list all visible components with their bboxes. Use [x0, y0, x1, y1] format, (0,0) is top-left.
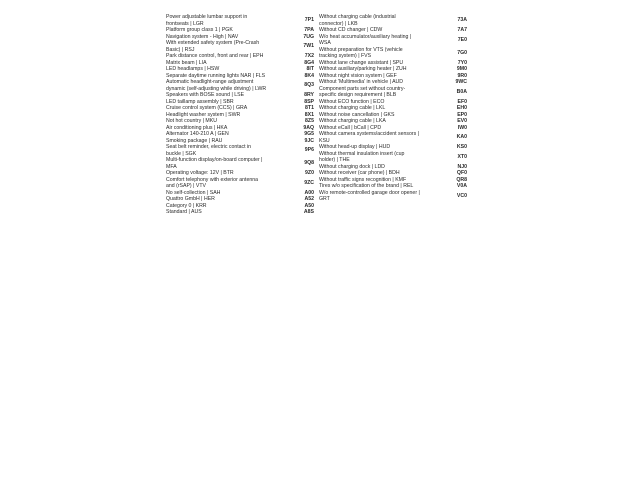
option-description: Component parts set without country- specific design requirement | BLB: [319, 85, 406, 98]
option-code: 9WC: [455, 79, 467, 85]
option-description: Without 'Multimedia' in vehicle | AUD: [319, 79, 404, 85]
option-code: EF0: [457, 98, 467, 105]
option-code: A50: [304, 202, 314, 209]
option-description: Matrix beam | LIA: [166, 59, 207, 66]
option-description: Without receiver (car phone) | BDH: [319, 170, 400, 176]
option-code: 8Q3: [304, 82, 314, 89]
option-code: B0A: [456, 88, 467, 95]
option-description: Without charging cable | LKL: [319, 105, 386, 111]
option-description: Not hot country | MKU: [166, 118, 217, 124]
option-description: Multi-function display/on-board computer | MFA: [166, 157, 263, 170]
option-code: 9M0: [456, 66, 467, 72]
option-code: 9Z0: [305, 170, 314, 176]
option-description: Cruise control system (CCS) | GRA: [166, 105, 248, 111]
option-code: 9JC: [304, 137, 314, 144]
option-code: 7X2: [304, 53, 314, 59]
option-description: Tires w/o specification of the brand | REL: [319, 183, 414, 189]
option-description: Air conditioning plus | HKA: [166, 124, 228, 131]
option-row: [319, 47, 467, 60]
option-row: [166, 144, 314, 157]
option-code: A00: [304, 189, 314, 196]
option-code: EV0: [457, 118, 467, 124]
option-row: [166, 209, 314, 216]
option-code: 8X1: [304, 111, 314, 118]
option-row: [166, 40, 314, 53]
option-description: With extended safety system (Pre-Crash Basic) | RSJ: [166, 40, 260, 53]
option-code: V0A: [456, 183, 467, 189]
option-description: Category 0 | KRR: [166, 202, 207, 209]
option-code: EH0: [456, 105, 467, 111]
option-row: [166, 177, 314, 190]
option-description: Navigation system - High | NAV: [166, 33, 239, 40]
option-code: VC0: [456, 192, 467, 199]
option-code: XT0: [457, 153, 467, 160]
option-description: Without eCall | bCall | CPD: [319, 124, 382, 131]
option-description: Without noise cancellation | GKS: [319, 111, 395, 118]
option-code: 9G5: [304, 131, 314, 137]
option-code: 7A7: [457, 27, 467, 33]
option-description: Seat belt reminder, electric contact in buckle | SGK: [166, 144, 252, 157]
option-code: 8RY: [304, 92, 314, 98]
option-description: Speakers with BOSE sound | LSE: [166, 92, 245, 98]
option-row: [166, 14, 314, 27]
option-description: No self-collection | SAH: [166, 189, 221, 196]
option-description: Automatic headlight-range adjustment dynamic (self-adjusting while driving) | LWR: [166, 79, 267, 92]
option-description: Without camera systems/accident sensors | KSU: [319, 131, 419, 144]
option-code: QR8: [456, 176, 467, 183]
option-code: 9P6: [304, 147, 314, 154]
option-description: Without head-up display | HUD: [319, 144, 391, 150]
option-row: [319, 34, 467, 47]
option-code: EP0: [457, 111, 467, 118]
option-row: [319, 14, 467, 27]
option-description: Headlight washer system | SWR: [166, 111, 241, 118]
option-description: Without lane change assistant | SPU: [319, 59, 404, 66]
option-code: 9AQ: [303, 124, 314, 131]
option-description: Without ECO function | ECO: [319, 98, 385, 105]
option-code: 9ZC: [304, 179, 314, 186]
option-code: 8SP: [304, 98, 314, 105]
option-description: LED taillamp assembly | SBR: [166, 98, 234, 105]
option-row: [319, 151, 467, 164]
option-description: Alternator 140-210 A | GEN: [166, 131, 229, 137]
option-description: Smoking package | RAU: [166, 137, 223, 144]
option-description: Without night vision system | GEF: [319, 72, 397, 79]
option-description: Operating voltage: 12V | BTR: [166, 170, 234, 176]
option-code: 73A: [457, 17, 467, 24]
option-description: W/o remote-controlled garage door opener | GRT: [319, 189, 420, 202]
option-description: Platform group class 1 | PGK: [166, 27, 233, 33]
option-description: Without traffic signs recognition | KMF: [319, 176, 407, 183]
option-description: Without preparation for VTS (vehicle tracking system) | FVS: [319, 46, 403, 59]
option-description: Without auxiliary/parking heater | ZUH: [319, 66, 407, 72]
option-row: [166, 79, 314, 92]
equipment-list-left: [166, 14, 314, 216]
option-code: IW0: [457, 124, 467, 131]
option-code: KA0: [456, 134, 467, 141]
option-description: Without thermal insulation insert (cup holder) | THE: [319, 150, 405, 163]
option-code: 9R0: [457, 72, 467, 79]
option-description: Without charging cable (industrial connector) | LKB: [319, 14, 396, 27]
option-row: [166, 157, 314, 170]
option-description: Standard | AUS: [166, 209, 202, 215]
option-code: 9Q8: [304, 160, 314, 167]
option-description: Without charging dock | LDD: [319, 163, 385, 170]
option-code: 8Z5: [305, 118, 314, 124]
option-description: LED headlamps | HSW: [166, 66, 220, 72]
option-description: Park distance control, front and rear | EPH: [166, 53, 264, 59]
option-code: 8G4: [304, 59, 314, 66]
option-code: 8K4: [304, 72, 314, 79]
option-code: 7PA: [304, 27, 314, 33]
option-row: [319, 190, 467, 203]
option-code: 7E0: [457, 36, 467, 43]
option-code: QF0: [456, 170, 467, 176]
option-code: 7UG: [303, 33, 314, 40]
equipment-list-right: [319, 14, 467, 203]
option-description: Separate daytime running lights NAR | FLS: [166, 72, 266, 79]
option-row: [319, 86, 467, 99]
option-description: Quattro GmbH | HER: [166, 196, 215, 202]
option-description: Without CD changer | CDW: [319, 27, 383, 33]
option-code: A52: [304, 196, 314, 202]
option-code: 8T1: [305, 105, 314, 111]
option-code: 7W1: [303, 43, 314, 50]
option-description: Comfort telephony with exterior antenna and (rSAP) | VTV: [166, 176, 258, 189]
option-description: Without charging cable | LKA: [319, 118, 386, 124]
option-code: 7G0: [457, 49, 467, 56]
option-code: 7Y0: [457, 59, 467, 66]
option-row: [319, 131, 467, 144]
option-description: Power adjustable lumbar support in frontseats | LGR: [166, 14, 248, 27]
option-description: W/o heat accumulator/auxiliary heating | WSA: [319, 33, 412, 46]
option-code: NJ0: [457, 163, 467, 170]
option-code: KS0: [456, 144, 467, 150]
option-code: A8S: [303, 209, 314, 215]
option-code: 8IT: [306, 66, 314, 72]
option-code: 7P1: [304, 17, 314, 24]
